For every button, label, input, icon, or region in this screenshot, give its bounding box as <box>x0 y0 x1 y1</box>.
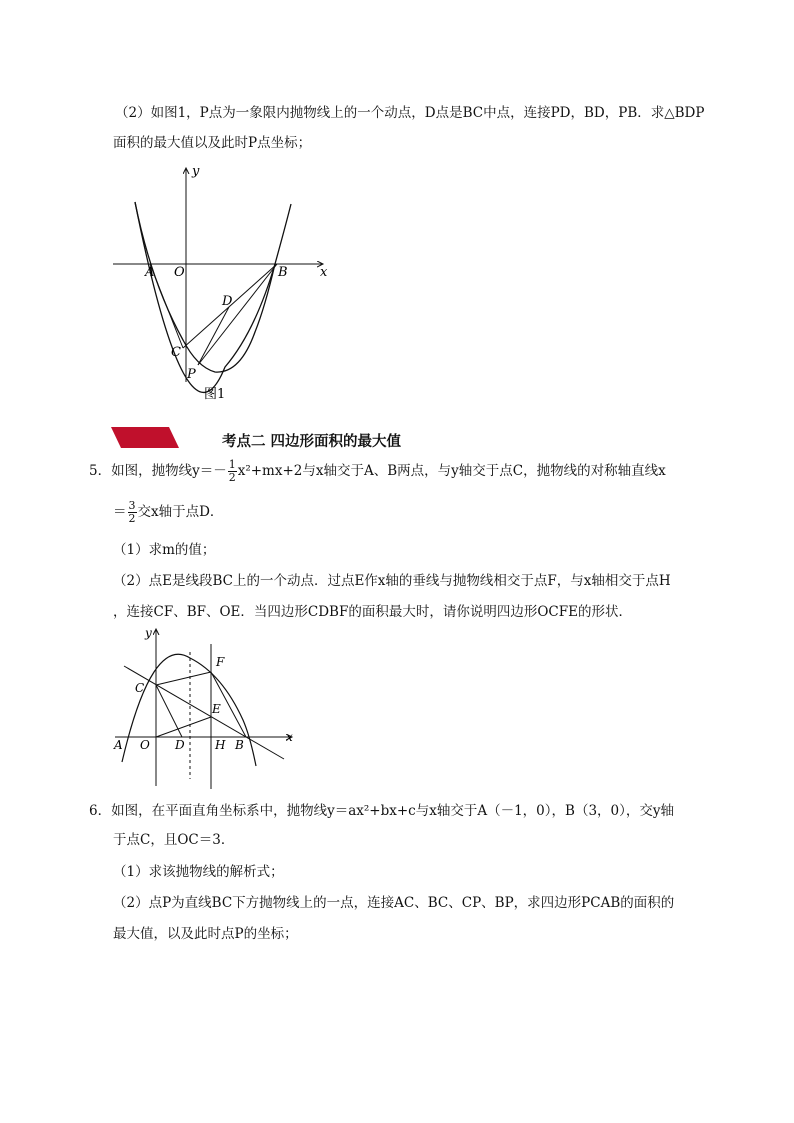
label-H: H <box>215 738 226 752</box>
label-P: P <box>187 367 196 382</box>
q5-line2-a: ＝ <box>113 504 127 520</box>
q5-frac2-den: 2 <box>128 512 136 525</box>
label-y: y <box>192 164 200 179</box>
label-D: D <box>222 294 233 309</box>
section-title: 考点二 四边形面积的最大值 <box>222 434 402 450</box>
line-CF <box>156 672 211 685</box>
label-B: B <box>235 738 244 752</box>
label-E: E <box>212 702 221 716</box>
label-C: C <box>171 345 181 360</box>
q5-line2-b: 交x轴于点D． <box>137 504 224 520</box>
label-D: D <box>175 738 185 752</box>
q5-line2 <box>113 500 223 525</box>
q6-part2-line2: 最大值，以及此时点P的坐标； <box>113 926 298 942</box>
label-F: F <box>216 655 225 669</box>
label-x: x <box>320 265 328 280</box>
q5-frac2-num: 3 <box>128 499 136 512</box>
q5-fraction-1 <box>228 459 237 484</box>
q5-line1-b: x²+mx+2与x轴交于A、B两点，与y轴交于点C，抛物线的对称轴直线x <box>237 463 666 479</box>
figure-1 <box>105 162 345 402</box>
q5-frac1-den: 2 <box>228 471 236 484</box>
figure-2 <box>110 624 310 794</box>
q6-line2: 于点C，且OC＝3． <box>113 832 235 848</box>
q5-part1: （1）求m的值； <box>113 542 216 558</box>
q6-line1: 6．如图，在平面直角坐标系中，抛物线y＝ax²+bx+c与x轴交于A（－1，0），B（3，0），交y轴 <box>89 803 674 819</box>
q5-line1 <box>89 459 666 484</box>
q5-part2-line1: （2）点E是线段BC上的一个动点．过点E作x轴的垂线与抛物线相交于点F，与x轴相交于点H <box>113 573 671 589</box>
label-C: C <box>135 681 145 695</box>
parabola-lower <box>135 202 275 372</box>
line-PD <box>198 307 229 365</box>
line-OE <box>156 717 211 737</box>
q5-line1-a: 5．如图，抛物线y＝－ <box>89 463 227 479</box>
q5-part2-line2: ，连接CF、BF、OE．当四边形CDBF的面积最大时，请你说明四边形OCFE的形状． <box>113 604 632 620</box>
figure-caption: 图1 <box>204 387 226 402</box>
q5-fraction-2 <box>128 500 137 525</box>
q6-part1: （1）求该抛物线的解析式； <box>113 864 284 880</box>
q6-part2-line1: （2）点P为直线BC下方抛物线上的一点，连接AC、BC、CP、BP，求四边形PCAB的面积的 <box>113 895 675 911</box>
label-A: A <box>145 265 155 280</box>
label-B: B <box>278 265 288 280</box>
label-O: O <box>174 265 185 280</box>
parabola <box>135 202 291 392</box>
label-O: O <box>140 738 150 752</box>
section-banner-shape <box>105 426 185 452</box>
q4-part2-line1: （2）如图1，P点为一象限内抛物线上的一个动点，D点是BC中点，连接PD，BD，PB．求△BDP <box>115 105 705 121</box>
label-x: x <box>286 730 293 744</box>
q4-part2-line2: 面积的最大值以及此时P点坐标； <box>113 135 312 151</box>
label-A: A <box>114 738 123 752</box>
label-y: y <box>145 626 152 640</box>
q5-frac1-num: 1 <box>228 458 236 471</box>
